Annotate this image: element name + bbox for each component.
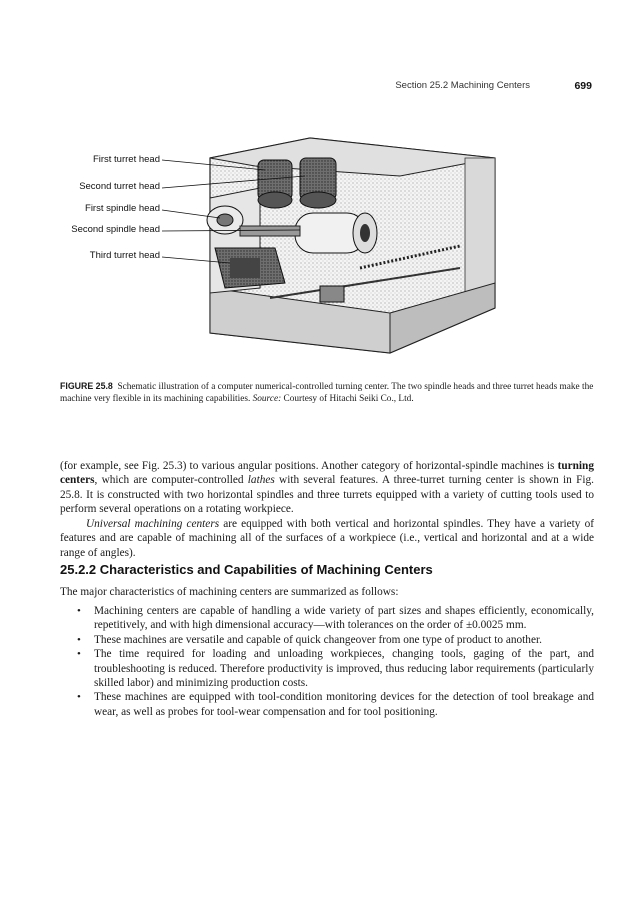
bullet-glyph: • <box>77 605 81 617</box>
figure-25-8 <box>60 118 500 358</box>
running-header <box>60 80 592 94</box>
callout-first-spindle-head: First spindle head <box>85 203 160 214</box>
list-item-text: The time required for loading and unloading workpieces, changing tools, gaging of the part, and troubleshooting is reduced. Therefore productivity is improved, thus reducing labor requirements (particularly skilled labor) and minimizing production costs. <box>94 648 594 690</box>
figure-callouts <box>60 118 500 358</box>
paragraph-universal-machining-centers <box>60 517 594 560</box>
list-item-text: These machines are equipped with tool-condition monitoring devices for the detection of tool breakage and wear, as well as probes for tool-wear compensation and for tool positioning. <box>94 691 594 718</box>
p1-text-c: with several features. A three-turret turning center is shown in Fig. 25.8. It is constructed with two horizontal spindles and three turrets equipped with a variety of cutting tools used to perform several operations on a rotating workpiece. <box>60 474 594 516</box>
term-universal-machining-centers: Universal machining centers <box>86 518 220 530</box>
bullet-glyph: • <box>77 691 81 704</box>
callout-third-turret-head: Third turret head <box>89 250 160 261</box>
section-title: Section 25.2 Machining Centers <box>395 80 530 91</box>
page-number: 699 <box>574 80 592 92</box>
term-turning-centers: turning centers <box>60 460 594 487</box>
paragraph-intro-list: The major characteristics of machining centers are summarized as follows: <box>60 586 399 598</box>
callout-second-spindle-head: Second spindle head <box>71 224 160 235</box>
p1-text-b: , which are computer-controlled <box>94 474 248 487</box>
characteristics-list <box>60 604 594 719</box>
paragraph-turning-centers <box>60 459 594 517</box>
figure-caption <box>60 380 594 406</box>
bullet-glyph: • <box>77 633 81 646</box>
list-item <box>60 604 594 633</box>
caption-source-label: Source: <box>252 394 282 405</box>
list-item-text: Machining centers are capable of handling a wide variety of part sizes and shapes efficiently, economically, repetitively, and with high dimensional accuracy—with tolerances on the order of ±0.0025 mm. <box>94 605 594 632</box>
caption-text: Schematic illustration of a computer numerical-controlled turning center. The two spindle heads and three turret heads make the machine very flexible in its machining capabilities. <box>60 382 594 405</box>
list-item <box>60 690 594 719</box>
p1-text-a: (for example, see Fig. 25.3) to various angular positions. Another category of horizontal-spindle machines is <box>60 460 558 472</box>
caption-source: Courtesy of Hitachi Seiki Co., Ltd. <box>283 394 414 405</box>
section-heading-25-2-2: 25.2.2 Characteristics and Capabilities of Machining Centers <box>60 562 433 577</box>
callout-second-turret-head: Second turret head <box>79 181 160 192</box>
term-lathes: lathes <box>247 474 275 487</box>
bullet-glyph: • <box>77 648 81 661</box>
p2-text: are equipped with both vertical and horizontal spindles. They have a variety of features and are capable of machining all of the surfaces of a workpiece (i.e., vertical and horizontal and at a wide range of angles). <box>60 518 594 559</box>
callout-first-turret-head: First turret head <box>92 154 160 165</box>
caption-label: FIGURE 25.8 <box>60 381 113 391</box>
list-item-text: These machines are versatile and capable of quick changeover from one type of product to another. <box>94 633 542 646</box>
list-item <box>60 633 594 647</box>
list-item <box>60 647 594 690</box>
